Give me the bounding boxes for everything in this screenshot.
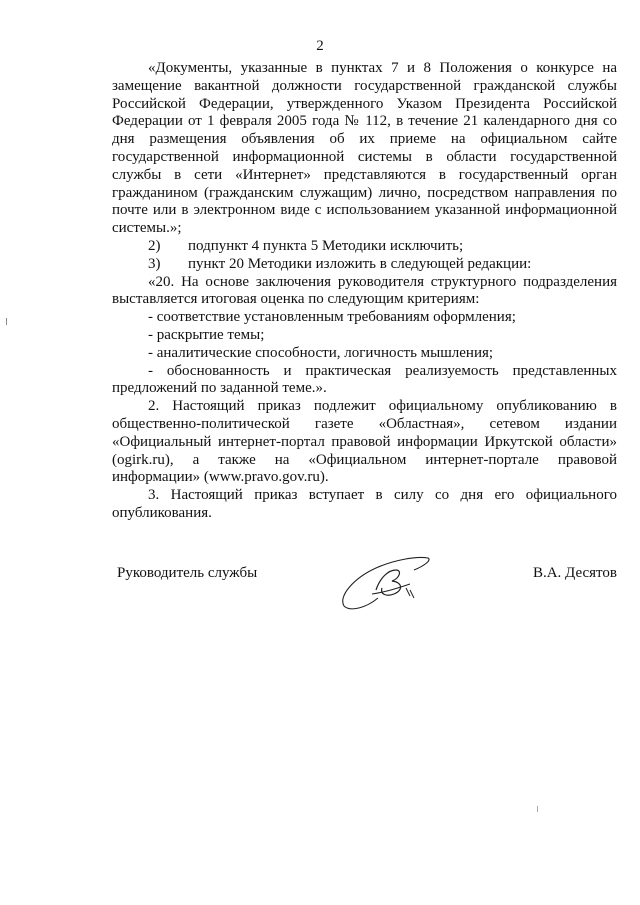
- paragraph-effective-date: 3. Настоящий приказ вступает в силу со дня его официального опубликования.: [112, 487, 617, 521]
- list-item: [112, 256, 617, 274]
- list-item-text: пункт 20 Методики изложить в следующей редакции:: [188, 255, 532, 272]
- criterion-item: - обоснованность и практическая реализуемость представленных предложений по заданной теме.».: [112, 362, 617, 397]
- signatory-name: В.А. Десятов: [532, 565, 617, 581]
- scan-mark: [537, 806, 538, 812]
- list-item-number: 3): [148, 255, 161, 272]
- list-item-number: 2): [148, 237, 161, 254]
- handwritten-signature-icon: [336, 548, 436, 618]
- criterion-item: - раскрытие темы;: [148, 326, 265, 343]
- list-item: [112, 238, 617, 256]
- page-number: 2: [316, 38, 324, 54]
- document-body: [112, 60, 617, 523]
- paragraph-documents: «Документы, указанные в пунктах 7 и 8 Положения о конкурсе на замещение вакантной должности государственной гражданской службы Российской Федерации, утвержденного Указом Президента Российской Федерации от 1 февраля 2005 года № 112, в течение 21 календарного дня со дня размещения объявления об их приеме на официальном сайте государственной информационной системы в области государственной службы в сети «Интернет» представляются в государственный орган гражданином (гражданским служащим) лично, посредством направления по почте или в электронном виде с использованием указанной информационной системы.»;: [112, 60, 617, 237]
- margin-mark: [6, 318, 7, 325]
- signatory-position: Руководитель службы: [117, 565, 258, 581]
- list-item-text: подпункт 4 пункта 5 Методики исключить;: [188, 237, 464, 254]
- criterion-item: - соответствие установленным требованиям оформления;: [148, 309, 516, 326]
- paragraph-item-20: «20. На основе заключения руководителя структурного подразделения выставляется итоговая оценка по следующим критериям:: [112, 273, 617, 308]
- paragraph-publication: 2. Настоящий приказ подлежит официальному опубликованию в общественно-политической газете «Областная», сетевом издании «Официальный интернет-портал правовой информации Иркутской области» (ogirk.ru), а также на «Официальном интернет-портале правовой информации» (www.pravo.gov.ru).: [112, 398, 617, 486]
- criterion-item: - аналитические способности, логичность мышления;: [148, 344, 494, 361]
